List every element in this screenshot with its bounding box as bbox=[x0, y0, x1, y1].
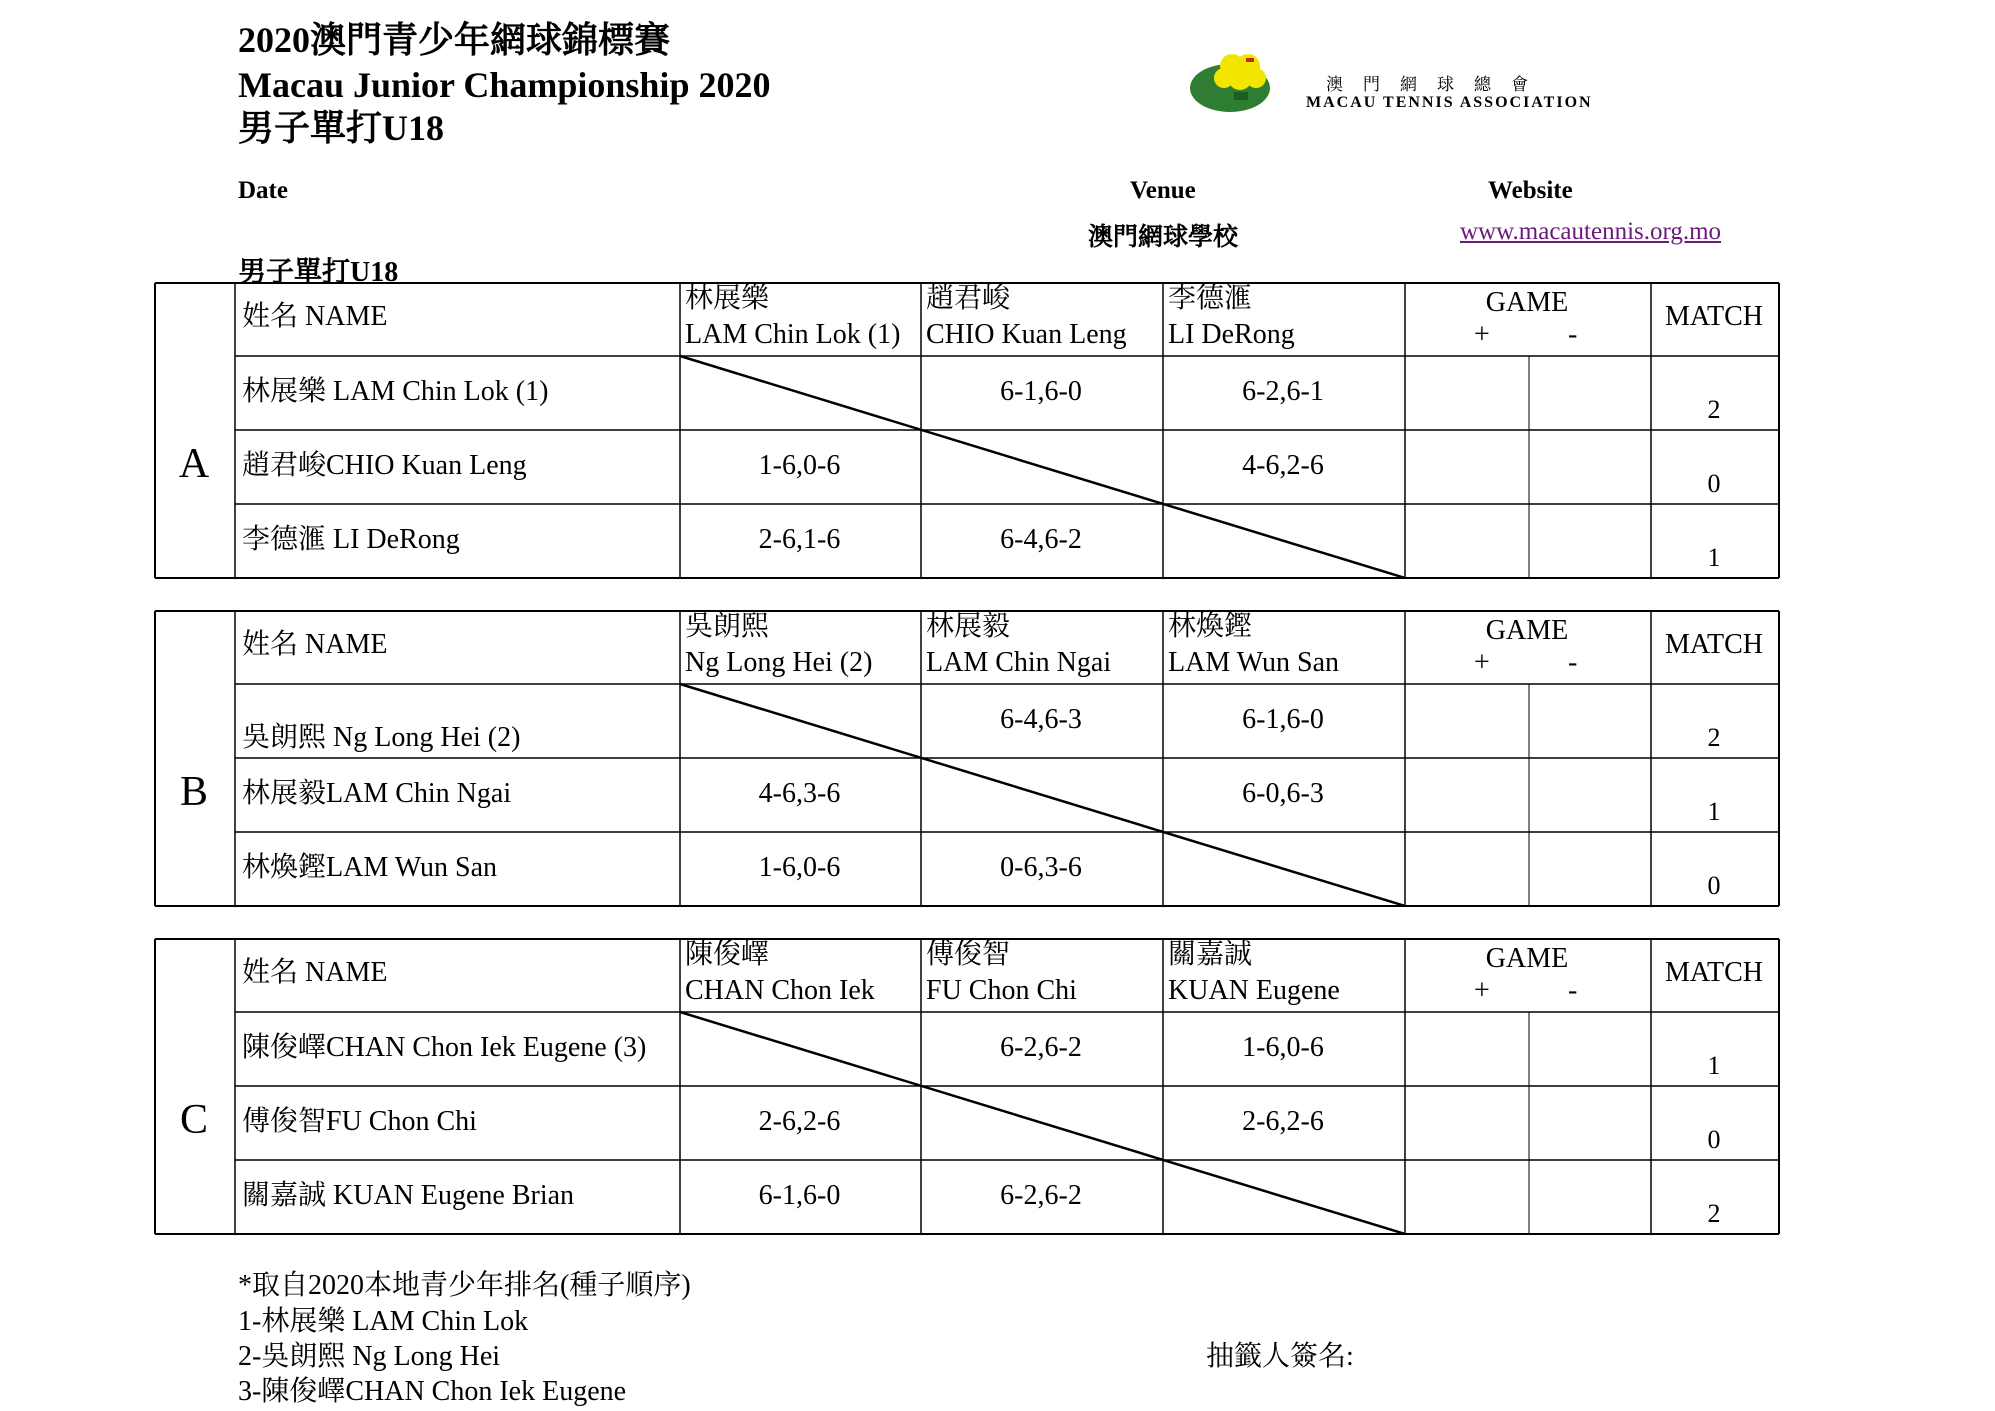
match-score: 2-6,2-6 bbox=[758, 1106, 841, 1137]
player-name: 林煥鏗LAM Wun San bbox=[242, 852, 498, 883]
event-title: 男子單打U18 bbox=[238, 108, 444, 148]
opponent-header-cn: 趙君峻 bbox=[926, 283, 1011, 314]
opponent-header-cn: 林煥鏗 bbox=[1168, 611, 1253, 642]
round-robin-group-b bbox=[154, 610, 1778, 907]
match-score: 6-1,6-0 bbox=[1000, 376, 1082, 407]
match-header: MATCH bbox=[1664, 301, 1763, 332]
player-name: 林展樂 LAM Chin Lok (1) bbox=[242, 376, 549, 407]
title-cn: 2020澳門青少年網球錦標賽 bbox=[238, 20, 671, 60]
date-label: Date bbox=[238, 177, 288, 204]
game-header: GAME bbox=[1485, 615, 1569, 646]
opponent-header-en: Ng Long Hei (2) bbox=[685, 647, 873, 678]
seed-2: 2-吳朗熙 Ng Long Hei bbox=[238, 1341, 501, 1372]
match-header: MATCH bbox=[1664, 629, 1763, 660]
game-header: GAME bbox=[1485, 943, 1569, 974]
matches-won: 1 bbox=[1707, 797, 1721, 826]
opponent-header-cn: 林展樂 bbox=[685, 283, 770, 314]
group-letter: B bbox=[179, 769, 208, 815]
match-score: 6-4,6-3 bbox=[1000, 704, 1082, 735]
match-score: 6-4,6-2 bbox=[1000, 524, 1082, 555]
association-name-en: MACAU TENNIS ASSOCIATION bbox=[1306, 94, 1593, 111]
matches-won: 0 bbox=[1707, 1125, 1721, 1154]
name-column-header: 姓名 NAME bbox=[242, 629, 388, 660]
match-score: 4-6,3-6 bbox=[758, 778, 841, 809]
section-title: 男子單打U18 bbox=[238, 257, 399, 288]
matches-won: 2 bbox=[1707, 723, 1721, 752]
matches-won: 1 bbox=[1707, 1051, 1721, 1080]
tennis-association-logo bbox=[1190, 48, 1290, 118]
game-plus-header: + bbox=[1474, 319, 1490, 350]
title-en: Macau Junior Championship 2020 bbox=[238, 65, 771, 105]
seed-1: 1-林展樂 LAM Chin Lok bbox=[238, 1306, 529, 1337]
player-name: 吳朗熙 Ng Long Hei (2) bbox=[242, 722, 521, 753]
opponent-header-cn: 林展毅 bbox=[926, 611, 1011, 642]
website-label: Website bbox=[1488, 177, 1573, 204]
opponent-header-en: LAM Chin Ngai bbox=[926, 647, 1112, 678]
website-link[interactable]: www.macautennis.org.mo bbox=[1460, 218, 1722, 245]
game-minus-header: - bbox=[1568, 319, 1578, 350]
game-plus-header: + bbox=[1474, 975, 1490, 1006]
player-name: 傅俊智FU Chon Chi bbox=[242, 1106, 477, 1137]
match-score: 1-6,0-6 bbox=[758, 450, 841, 481]
match-score: 6-1,6-0 bbox=[758, 1180, 841, 1211]
matches-won: 2 bbox=[1707, 1199, 1721, 1228]
match-score: 2-6,2-6 bbox=[1242, 1106, 1324, 1137]
player-name: 林展毅LAM Chin Ngai bbox=[242, 778, 512, 809]
opponent-header-en: KUAN Eugene bbox=[1168, 975, 1340, 1006]
venue-value: 澳門網球學校 bbox=[1088, 224, 1239, 251]
match-score: 6-1,6-0 bbox=[1242, 704, 1324, 735]
group-letter: A bbox=[178, 441, 210, 487]
signature-label: 抽籤人簽名: bbox=[1206, 1341, 1354, 1372]
game-minus-header: - bbox=[1568, 647, 1578, 678]
round-robin-group-c bbox=[154, 938, 1778, 1235]
match-score: 1-6,0-6 bbox=[758, 852, 841, 883]
match-score: 6-2,6-1 bbox=[1242, 376, 1324, 407]
matches-won: 2 bbox=[1707, 395, 1721, 424]
matches-won: 1 bbox=[1707, 543, 1721, 572]
name-column-header: 姓名 NAME bbox=[242, 301, 388, 332]
name-column-header: 姓名 NAME bbox=[242, 957, 388, 988]
opponent-header-en: LAM Wun San bbox=[1168, 647, 1340, 678]
opponent-header-cn: 吳朗熙 bbox=[685, 611, 770, 642]
match-score: 6-2,6-2 bbox=[1000, 1180, 1082, 1211]
opponent-header-en: FU Chon Chi bbox=[926, 975, 1077, 1006]
match-score: 4-6,2-6 bbox=[1242, 450, 1324, 481]
game-plus-header: + bbox=[1474, 647, 1490, 678]
opponent-header-en: CHIO Kuan Leng bbox=[926, 319, 1127, 350]
seed-3: 3-陳俊嶧CHAN Chon Iek Eugene bbox=[238, 1376, 627, 1407]
match-score: 0-6,3-6 bbox=[1000, 852, 1082, 883]
opponent-header-cn: 關嘉誠 bbox=[1168, 939, 1253, 970]
matches-won: 0 bbox=[1707, 871, 1721, 900]
seed-note: *取自2020本地青少年排名(種子順序) bbox=[238, 1270, 691, 1301]
player-name: 趙君峻CHIO Kuan Leng bbox=[242, 450, 527, 481]
opponent-header-en: LI DeRong bbox=[1168, 319, 1295, 350]
association-name-cn: 澳門網球總會 bbox=[1326, 75, 1548, 94]
player-name: 李德滙 LI DeRong bbox=[242, 524, 460, 555]
match-score: 6-2,6-2 bbox=[1000, 1032, 1082, 1063]
match-score: 2-6,1-6 bbox=[758, 524, 841, 555]
round-robin-group-a bbox=[154, 282, 1778, 579]
player-name: 陳俊嶧CHAN Chon Iek Eugene (3) bbox=[242, 1032, 647, 1063]
opponent-header-en: LAM Chin Lok (1) bbox=[685, 319, 901, 350]
match-score: 6-0,6-3 bbox=[1242, 778, 1324, 809]
opponent-header-cn: 傅俊智 bbox=[926, 939, 1011, 970]
opponent-header-cn: 李德滙 bbox=[1168, 283, 1253, 314]
match-score: 1-6,0-6 bbox=[1242, 1032, 1324, 1063]
opponent-header-en: CHAN Chon Iek bbox=[685, 975, 875, 1006]
matches-won: 0 bbox=[1707, 469, 1721, 498]
game-header: GAME bbox=[1485, 287, 1569, 318]
venue-label: Venue bbox=[1130, 177, 1196, 204]
player-name: 關嘉誠 KUAN Eugene Brian bbox=[242, 1180, 575, 1211]
match-header: MATCH bbox=[1664, 957, 1763, 988]
group-letter: C bbox=[179, 1097, 208, 1143]
game-minus-header: - bbox=[1568, 975, 1578, 1006]
opponent-header-cn: 陳俊嶧 bbox=[685, 939, 770, 970]
